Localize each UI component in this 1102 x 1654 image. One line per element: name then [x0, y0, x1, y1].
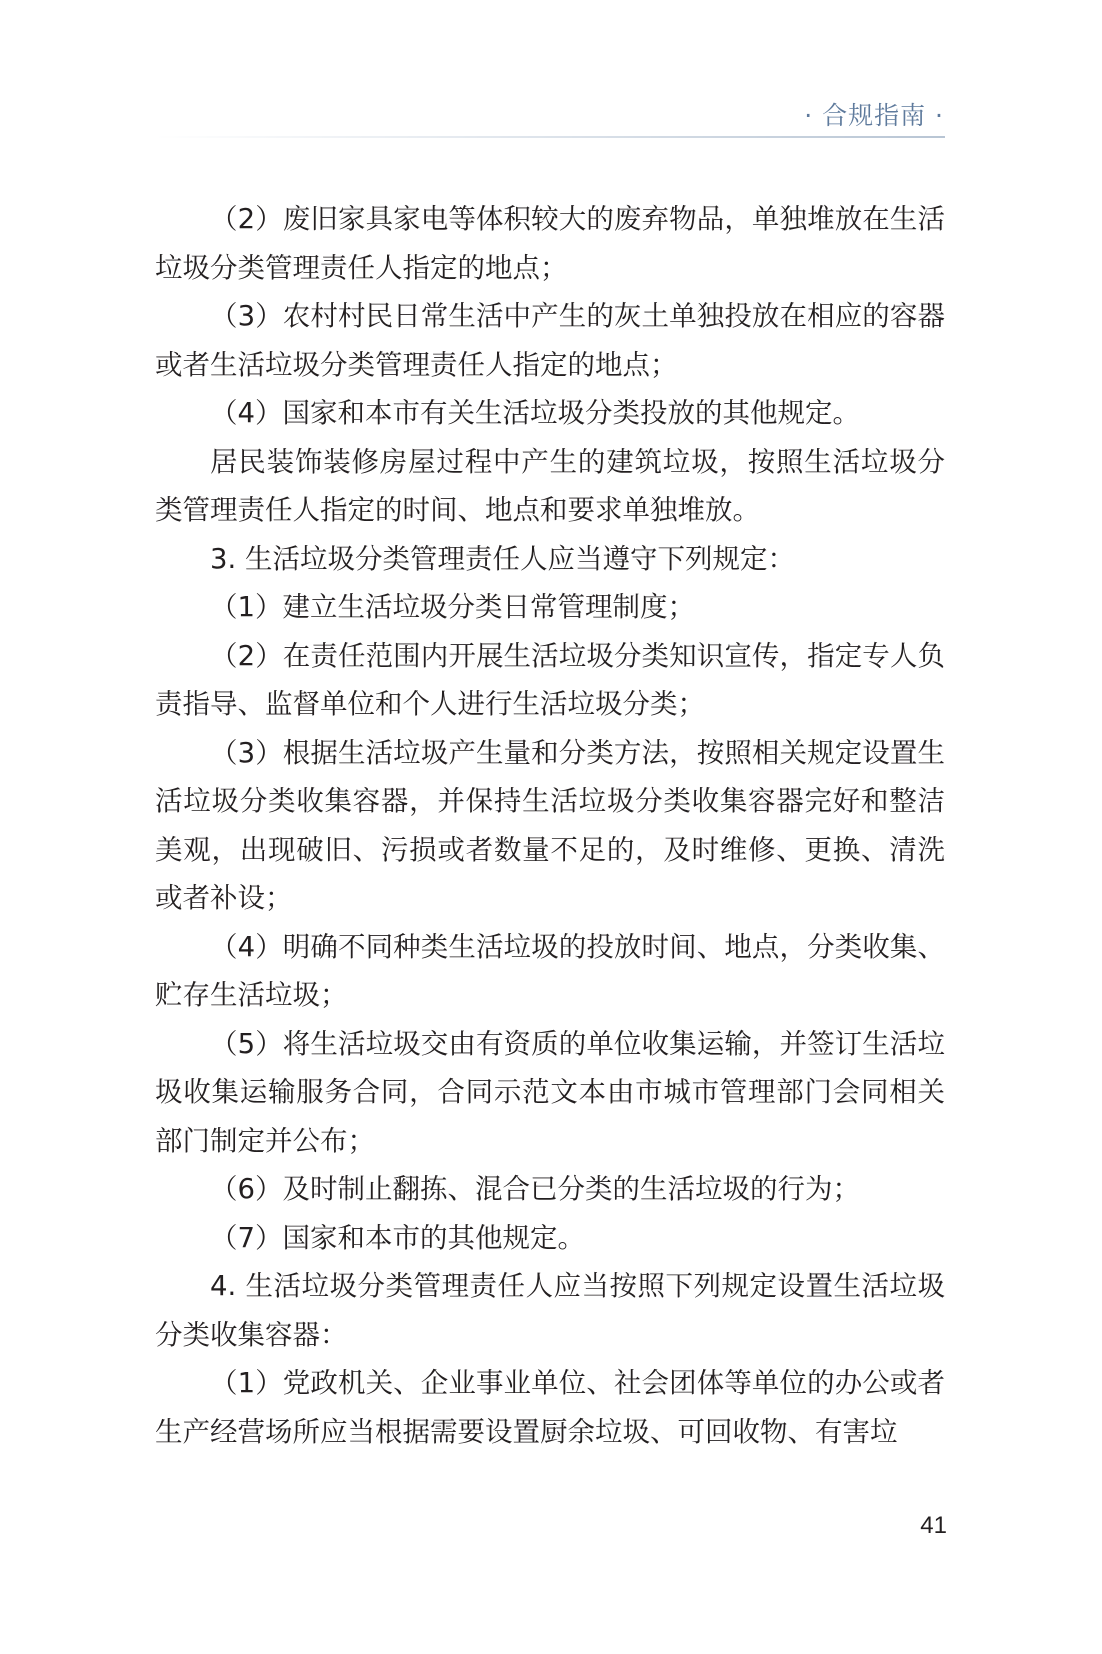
- paragraph: 3. 生活垃圾分类管理责任人应当遵守下列规定：: [210, 542, 795, 575]
- paragraph: （3）根据生活垃圾产生量和分类方法，按照相关规定设置生活垃圾分类收集容器，并保持生活垃圾分类收集容器完好和整洁美观，出现破旧、污损或者数量不足的，及时维修、更换、清洗或者补设；: [155, 736, 945, 914]
- paragraph: （3）农村村民日常生活中产生的灰土单独投放在相应的容器或者生活垃圾分类管理责任人指定的地点；: [155, 300, 945, 381]
- paragraph: 4. 生活垃圾分类管理责任人应当按照下列规定设置生活垃圾分类收集容器：: [155, 1270, 945, 1351]
- paragraph: （7）国家和本市的其他规定。: [210, 1221, 585, 1254]
- header-divider: [155, 136, 945, 138]
- paragraph: （5）将生活垃圾交由有资质的单位收集运输，并签订生活垃圾收集运输服务合同，合同示范文本由市城市管理部门会同相关部门制定并公布；: [155, 1027, 945, 1157]
- running-header-title: · 合规指南 ·: [804, 101, 944, 130]
- paragraph: （2）在责任范围内开展生活垃圾分类知识宣传，指定专人负责指导、监督单位和个人进行生活垃圾分类；: [155, 639, 945, 720]
- paragraph: （1）建立生活垃圾分类日常管理制度；: [210, 591, 695, 623]
- paragraph: （2）废旧家具家电等体积较大的废弃物品，单独堆放在生活垃圾分类管理责任人指定的地点；: [155, 203, 945, 284]
- paragraph: （4）国家和本市有关生活垃圾分类投放的其他规定。: [210, 397, 860, 429]
- paragraph: （6）及时制止翻拣、混合已分类的生活垃圾的行为；: [210, 1173, 860, 1205]
- page-body: [155, 195, 945, 1456]
- paragraph: 居民装饰装修房屋过程中产生的建筑垃圾，按照生活垃圾分类管理责任人指定的时间、地点和要求单独堆放。: [155, 445, 945, 526]
- paragraph: （4）明确不同种类生活垃圾的投放时间、地点，分类收集、贮存生活垃圾；: [155, 930, 945, 1011]
- page-number: 41: [920, 1512, 947, 1539]
- paragraph: （1）党政机关、企业事业单位、社会团体等单位的办公或者生产经营场所应当根据需要设置厨余垃圾、可回收物、有害垃: [155, 1367, 945, 1448]
